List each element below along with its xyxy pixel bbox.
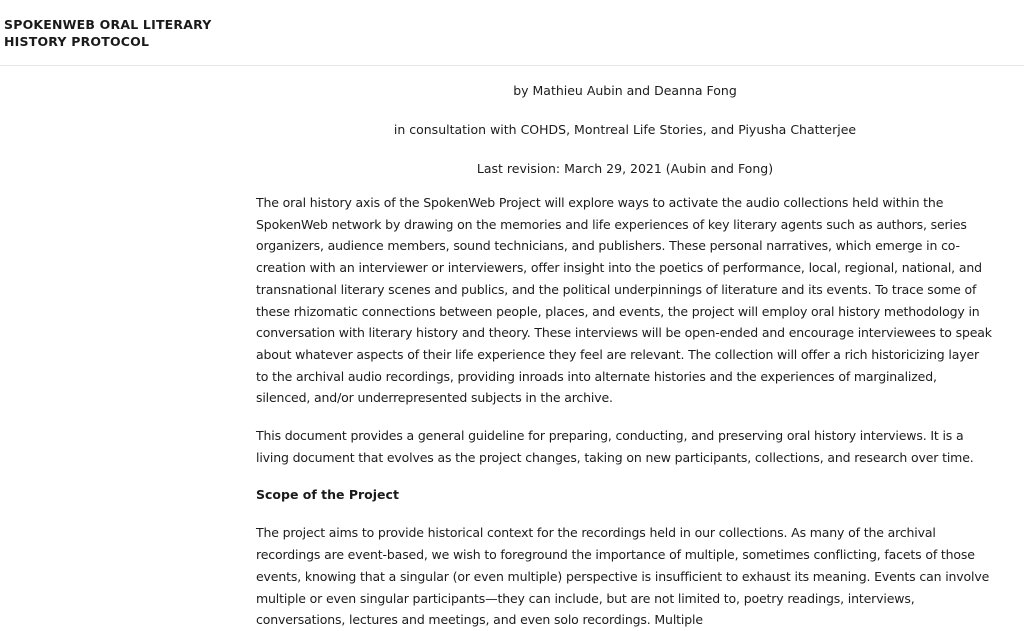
article-content	[256, 74, 994, 631]
article-byline: by Mathieu Aubin and Deanna Fong	[513, 83, 737, 98]
article-revision-date: Last revision: March 29, 2021 (Aubin and Fong)	[476, 161, 774, 176]
site-header	[0, 0, 1024, 66]
site-title-line-2[interactable]: HISTORY PROTOCOL	[4, 34, 150, 49]
site-title[interactable]	[4, 16, 212, 50]
article-consultation: in consultation with COHDS, Montreal Life Stories, and Piyusha Chatterjee	[393, 122, 857, 137]
site-title-line-1[interactable]: SPOKENWEB ORAL LITERARY	[4, 17, 212, 32]
section-heading-scope: Scope of the Project	[256, 487, 399, 503]
paragraph-guideline: This document provides a general guideline for preparing, conducting, and preserving oral history interviews. It is a living document that evolves as the project changes, taking on new participants, collections, and research over time.	[256, 428, 974, 465]
paragraph-intro: The oral history axis of the SpokenWeb Project will explore ways to activate the audio collections held within the SpokenWeb network by drawing on the memories and life experiences of key literary agents such as authors, series organizers, audience members, sound technicians, and publishers. These personal narratives, which emerge in co-creation with an interviewer or interviewers, offer insight into the poetics of performance, local, regional, national, and transnational literary scenes and publics, and the political underpinnings of literature and its events. To trace some of these rhizomatic connections between people, places, and events, the project will employ oral history methodology in conversation with literary history and theory. These interviews will be open-ended and encourage interviewees to speak about whatever aspects of their life experience they feel are relevant. The collection will offer a rich historicizing layer to the archival audio recordings, providing inroads into alternate histories and the experiences of marginalized, silenced, and/or underrepresented subjects in the archive.	[256, 195, 992, 406]
paragraph-scope: The project aims to provide historical context for the recordings held in our collections. As many of the archival recordings are event-based, we wish to foreground the importance of multiple, sometimes conflicting, facets of those events, knowing that a singular (or even multiple) perspective is insufficient to exhaust its meaning. Events can involve multiple or even singular participants—they can include, but are not limited to, poetry readings, interviews, conversations, lectures and meetings, and even solo recordings. Multiple	[256, 525, 990, 628]
